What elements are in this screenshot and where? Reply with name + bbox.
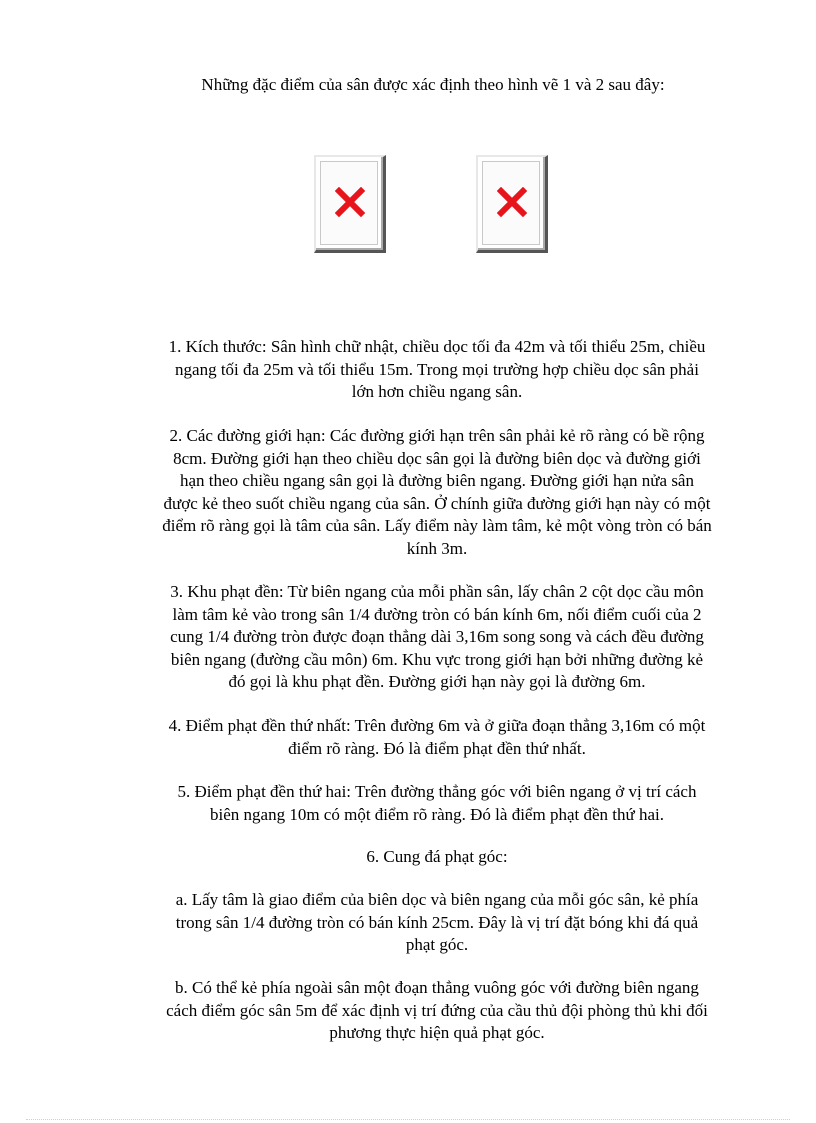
paragraph-first-penalty-mark (128, 715, 746, 760)
paragraph-corner-arc-heading (128, 846, 746, 869)
text-line: phương thực hiện quả phạt góc. (329, 1023, 545, 1042)
text-line: 5. Điểm phạt đền thứ hai: Trên đường thẳng góc với biên ngang ở vị trí cách (177, 782, 697, 801)
text-line: 6. Cung đá phạt góc: (366, 847, 508, 866)
text-line: trong sân 1/4 đường tròn có bán kính 25cm. Đây là vị trí đặt bóng khi đá quả (175, 912, 699, 932)
text-line: 1. Kích thước: Sân hình chữ nhật, chiều dọc tối đa 42m và tối thiểu 25m, chiều (168, 337, 706, 356)
paragraph-corner-arc-a (128, 889, 746, 957)
text-line: được kẻ theo suốt chiều ngang của sân. Ở chính giữa đường giới hạn này có một (163, 493, 711, 513)
page-bottom-rule (26, 1119, 790, 1120)
text-line: biên ngang 10m có một điểm rõ ràng. Đó là điểm phạt đền thứ hai. (210, 804, 664, 824)
text-line: biên ngang (đường cầu môn) 6m. Khu vực trong giới hạn bởi những đường kẻ (170, 649, 704, 669)
broken-image-icon (335, 187, 365, 217)
text-line: phạt góc. (405, 935, 469, 954)
text-line: cung 1/4 đường tròn được đoạn thẳng dài 3,16m song song và cách đều đường (170, 627, 704, 646)
text-line: a. Lấy tâm là giao điểm của biên dọc và biên ngang của mỗi góc sân, kẻ phía (175, 890, 699, 909)
text-line: lớn hơn chiều ngang sân. (351, 382, 523, 401)
text-line: kính 3m. (406, 538, 468, 558)
text-line: b. Có thể kẻ phía ngoài sân một đoạn thẳng vuông góc với đường biên ngang (175, 978, 699, 997)
figure-1-placeholder (314, 155, 386, 253)
text-line: hạn theo chiều ngang sân gọi là đường biên ngang. Đường giới hạn nửa sân (180, 471, 694, 490)
text-line: 3. Khu phạt đền: Từ biên ngang của mỗi phần sân, lấy chân 2 cột dọc cầu môn (170, 582, 704, 601)
text-line: điểm rõ ràng. Đó là điểm phạt đền thứ nhất. (288, 738, 586, 758)
text-line: điểm rõ ràng gọi là tâm của sân. Lấy điểm này làm tâm, kẻ một vòng tròn có bán (162, 516, 712, 535)
text-line: ngang tối đa 25m và tối thiểu 15m. Trong mọi trường hợp chiều dọc sân phải (175, 359, 699, 379)
text-line: 2. Các đường giới hạn: Các đường giới hạn trên sân phải kẻ rõ ràng có bề rộng (169, 426, 705, 445)
text-line: 8cm. Đường giới hạn theo chiều dọc sân gọi là đường biên dọc và đường giới (173, 448, 701, 468)
text-line: cách điểm góc sân 5m để xác định vị trí đứng của cầu thủ đội phòng thủ khi đối (166, 1000, 708, 1020)
paragraph-boundary-lines (128, 425, 746, 560)
paragraph-corner-arc-b (128, 977, 746, 1045)
text-line: làm tâm kẻ vào trong sân 1/4 đường tròn có bán kính 6m, nối điểm cuối của 2 (172, 604, 702, 624)
text-line: 4. Điểm phạt đền thứ nhất: Trên đường 6m và ở giữa đoạn thẳng 3,16m có một (168, 716, 706, 735)
paragraph-second-penalty-mark (128, 781, 746, 826)
broken-image-icon (497, 187, 527, 217)
paragraph-size (128, 336, 746, 404)
paragraph-penalty-area (128, 581, 746, 694)
intro-text: Những đặc điểm của sân được xác định theo hình vẽ 1 và 2 sau đây: (201, 75, 665, 94)
figure-row (0, 155, 816, 255)
figure-2-placeholder (476, 155, 548, 253)
text-line: đó gọi là khu phạt đền. Đường giới hạn này gọi là đường 6m. (228, 672, 646, 691)
